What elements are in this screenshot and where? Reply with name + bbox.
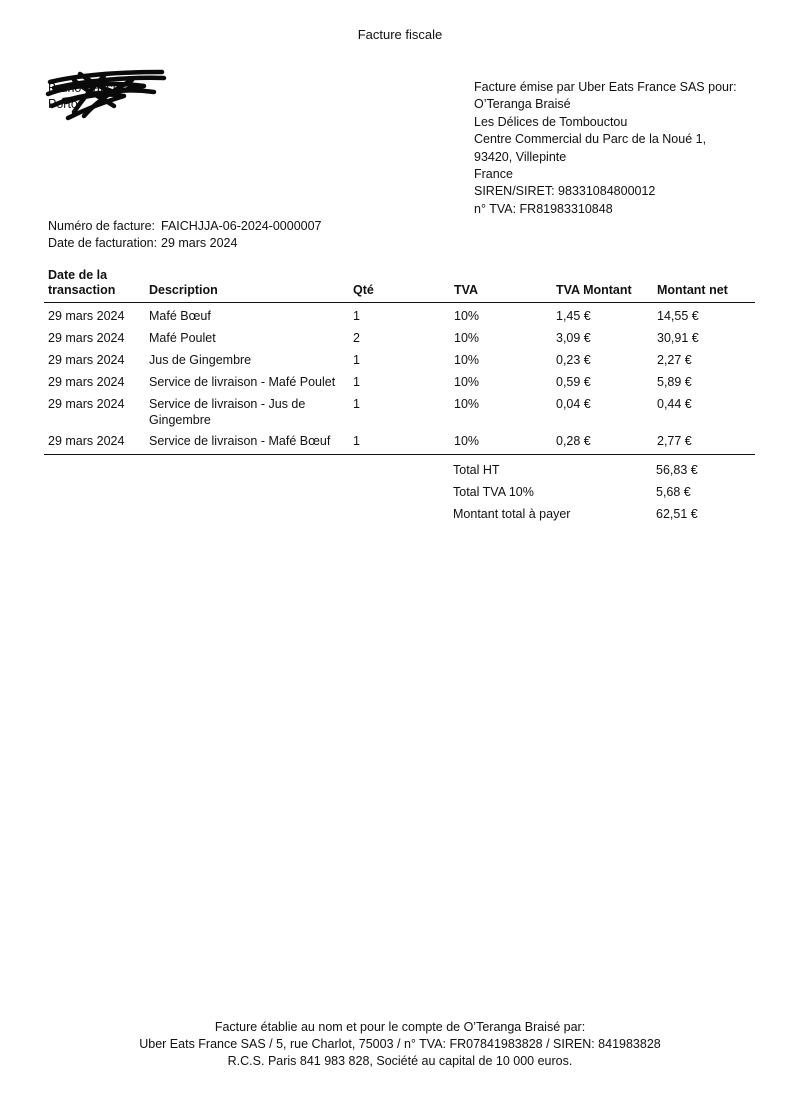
invoice-date: 29 mars 2024 [161,235,238,250]
redaction-scribble [44,66,174,128]
cell-net-amount: 14,55 € [657,309,699,323]
issuer-line: n° TVA: FR81983310848 [474,201,613,216]
cell-quantity: 1 [353,375,360,389]
table-row [44,303,755,326]
issuer-line: France [474,167,513,182]
document-title: Facture fiscale [357,27,443,42]
cell-vat-amount: 0,04 € [556,397,591,411]
cell-description: Jus de Gingembre [149,353,252,367]
cell-quantity: 1 [349,428,450,455]
total-vat-label: Total TVA 10% [453,485,534,499]
cell-description: Service de livraison - Mafé Bœuf [145,428,349,455]
cell-vat-amount: 0,59 € [556,375,591,389]
invoice-meta [48,218,322,251]
cell-vat-rate: 10% [454,353,480,367]
cell-date: 29 mars 2024 [48,309,125,323]
table-row [44,325,755,347]
cell-date: 29 mars 2024 [48,353,125,367]
table-row [44,428,755,455]
cell-vat-amount: 1,45 € [556,309,591,323]
cell-net-amount: 2,27 € [657,353,692,367]
grand-total-label: Montant total à payer [453,507,571,521]
cell-quantity: 1 [353,353,360,367]
issuer-block [474,79,737,218]
cell-vat-rate: 10% [450,428,552,455]
issuer-line: Les Délices de Tombouctou [474,114,628,129]
cell-quantity: 1 [353,397,360,411]
cell-net-amount: 2,77 € [653,428,755,455]
table-row [44,369,755,391]
cell-date: 29 mars 2024 [48,331,125,345]
total-ht-value: 56,83 € [656,463,698,477]
total-ht-label: Total HT [453,463,500,477]
invoice-date-row [48,235,322,252]
invoice-number: FAICHJJA-06-2024-0000007 [161,219,322,233]
column-header-vat-amount: TVA Montant [552,268,653,303]
invoice-number-label: Numéro de facture: [48,219,155,233]
invoice-date-label: Date de facturation: [48,235,158,250]
cell-date: 29 mars 2024 [48,397,125,411]
cell-quantity: 1 [353,309,360,323]
issuer-line: SIREN/SIRET: 98331084800012 [474,184,656,199]
cell-vat-rate: 10% [454,331,480,345]
issuer-line: O’Teranga Braisé [474,97,571,112]
cell-date: 29 mars 2024 [44,428,145,455]
invoice-number-row [48,218,322,235]
grand-total-value: 62,51 € [656,507,698,521]
table-row [44,391,755,428]
cell-vat-amount: 0,23 € [556,353,591,367]
table-row [44,347,755,369]
cell-vat-rate: 10% [454,309,480,323]
cell-net-amount: 0,44 € [657,397,692,411]
column-header-net-amount: Montant net [653,268,755,303]
customer-name: Bruno Batista [48,81,124,95]
column-header-quantity: Qté [349,268,450,303]
cell-description: Mafé Bœuf [149,309,211,323]
totals-row [449,459,754,481]
footer-line: Facture établie au nom et pour le compte de O’Teranga Braisé par: [214,1020,586,1034]
cell-vat-rate: 10% [454,397,480,411]
footer-line: R.C.S. Paris 841 983 828, Société au capital de 10 000 euros. [227,1053,573,1068]
issuer-line: Facture émise par Uber Eats France SAS pour: [474,80,737,94]
cell-vat-amount: 3,09 € [556,331,591,345]
totals-row [449,503,754,525]
cell-description: Mafé Poulet [149,331,216,345]
column-header-date: Date de la transaction [44,268,145,303]
total-vat-value: 5,68 € [656,485,691,499]
cell-quantity: 2 [353,331,360,345]
cell-date: 29 mars 2024 [48,375,125,389]
totals-row [449,481,754,503]
cell-description: Service de livraison - Jus de Gingembre [149,397,306,427]
cell-vat-rate: 10% [454,375,480,389]
cell-description: Service de livraison - Mafé Poulet [149,375,336,389]
footer-line: Uber Eats France SAS / 5, rue Charlot, 75003 / n° TVA: FR07841983828 / SIREN: 841983828 [139,1036,661,1051]
table-header-row [44,268,755,303]
legal-footer [0,1019,800,1069]
cell-net-amount: 5,89 € [657,375,692,389]
cell-net-amount: 30,91 € [657,331,699,345]
issuer-line: Centre Commercial du Parc de la Noué 1, [474,132,707,147]
column-header-vat-rate: TVA [450,268,552,303]
line-items-table [44,268,755,455]
column-header-description: Description [145,268,349,303]
customer-city: Porto [48,97,78,111]
totals-table [449,459,754,525]
issuer-line: 93420, Villepinte [474,149,567,164]
cell-vat-amount: 0,28 € [552,428,653,455]
